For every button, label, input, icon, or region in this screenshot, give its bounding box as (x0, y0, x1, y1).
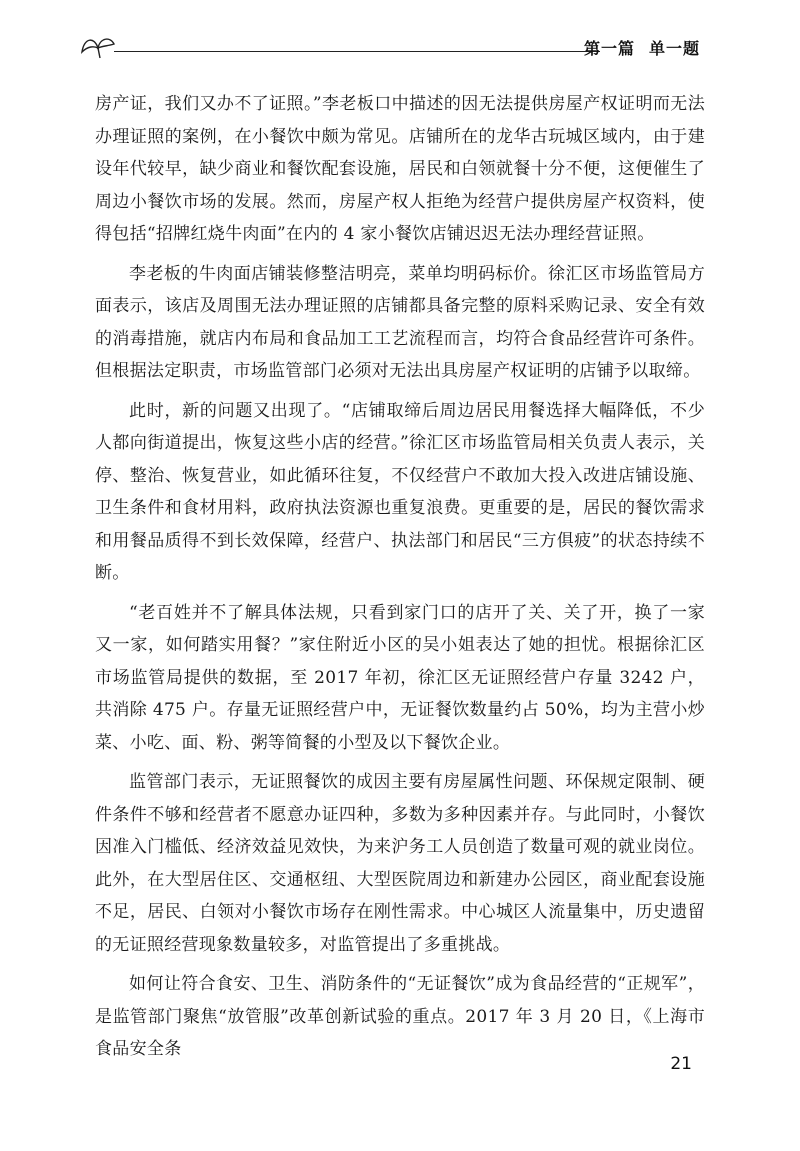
running-head-section: 单一题 (648, 39, 700, 58)
paragraph: “老百姓并不了解具体法规，只看到家门口的店开了关、关了开，换了一家又一家，如何踏实用餐？”家住附近小区的吴小姐表达了她的担忧。根据徐汇区市场监管局提供的数据，至 2017 年初，徐汇区无证照经营户存量 3242 户，共消除 475 户。存量无证照经营户中，无证餐饮数量约占 50%，均为主营小炒菜、小吃、面、粉、粥等简餐的小型及以下餐饮企业。 (95, 602, 705, 753)
paragraph: 李老板的牛肉面店铺装修整洁明亮，菜单均明码标价。徐汇区市场监管局方面表示，该店及周围无法办理证照的店铺都具备完整的原料采购记录、安全有效的消毒措施，就店内布局和食品加工工艺流程而言，均符合食品经营许可条件。但根据法定职责，市场监管部门必须对无法出具房屋产权证明的店铺予以取缔。 (95, 263, 705, 381)
leaf-ornament-icon (78, 32, 118, 62)
page-number: 21 (670, 1054, 692, 1074)
body-text (95, 88, 705, 1073)
paragraph: 此时，新的问题又出现了。“店铺取缔后周边居民用餐选择大幅降低，不少人都向街道提出，恢复这些小店的经营。”徐汇区市场监管局相关负责人表示，关停、整治、恢复营业，如此循环往复，不仅经营户不敢加大投入改进店铺设施、卫生条件和食材用料，政府执法资源也重复浪费。更重要的是，居民的餐饮需求和用餐品质得不到长效保障，经营户、执法部门和居民“三方俱疲”的状态持续不断。 (95, 400, 705, 583)
running-head (584, 36, 700, 59)
page-header (78, 28, 700, 68)
header-rule (114, 51, 600, 52)
paragraph: 如何让符合食安、卫生、消防条件的“无证餐饮”成为食品经营的“正规军”，是监管部门聚焦“放管服”改革创新试验的重点。2017 年 3 月 20 日，《上海市食品安全条 (95, 974, 705, 1059)
paragraph-continued: 房产证，我们又办不了证照。”李老板口中描述的因无法提供房屋产权证明而无法办理证照的案例，在小餐饮中颇为常见。店铺所在的龙华古玩城区域内，由于建设年代较早，缺少商业和餐饮配套设施，居民和白领就餐十分不便，这便催生了周边小餐饮市场的发展。然而，房屋产权人拒绝为经营户提供房屋产权资料，使得包括“招牌红烧牛肉面”在内的 4 家小餐饮店铺迟迟无法办理经营证照。 (95, 94, 705, 244)
paragraph: 监管部门表示，无证照餐饮的成因主要有房屋属性问题、环保规定限制、硬件条件不够和经营者不愿意办证四种，多数为多种因素并存。与此同时，小餐饮因准入门槛低、经济效益见效快，为来沪务工人员创造了数量可观的就业岗位。此外，在大型居住区、交通枢纽、大型医院周边和新建办公园区，商业配套设施不足，居民、白领对小餐饮市场存在刚性需求。中心城区人流量集中，历史遗留的无证照经营现象数量较多，对监管提出了多重挑战。 (95, 772, 705, 955)
running-head-part: 第一篇 (583, 39, 635, 58)
